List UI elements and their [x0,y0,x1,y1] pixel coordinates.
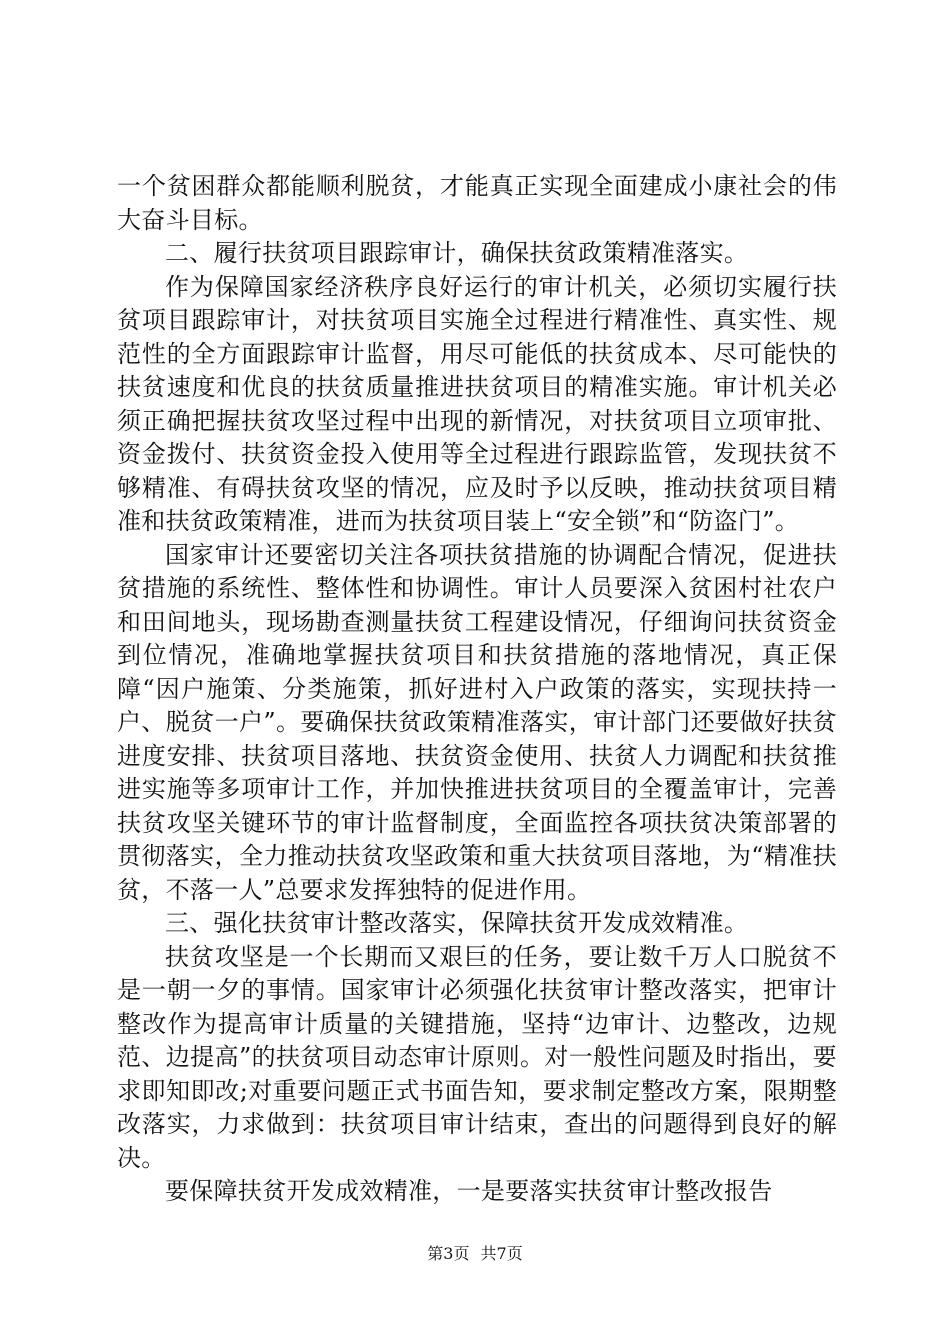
paragraph: 扶贫攻坚是一个长期而又艰巨的任务，要让数千万人口脱贫不是一朝一夕的事情。国家审计必须强化扶贫审计整改落实，把审计整改作为提高审计质量的关键措施，坚持“边审计、边整改，边规范、边提高”的扶贫项目动态审计原则。对一般性问题及时指出，要求即知即改;对重要问题正式书面告知，要求制定整改方案，限期整改落实，力求做到：扶贫项目审计结束，查出的问题得到良好的解决。 [117,942,837,1172]
page-number: 第3页 [427,1244,470,1263]
paragraph-continuation: 一个贫困群众都能顺利脱贫，才能真正实现全面建成小康社会的伟大奋斗目标。 [117,172,837,234]
paragraph: 国家审计还要密切关注各项扶贫措施的协调配合情况，促进扶贫措施的系统性、整体性和协调性。审计人员要深入贫困村社农户和田间地头，现场勘查测量扶贫工程建设情况，仔细询问扶贫资金到位情况，准确地掌握扶贫项目和扶贫措施的落地情况，真正保障“因户施策、分类施策，抓好进村入户政策的落实，实现扶持一户、脱贫一户”。要确保扶贫政策精准落实，审计部门还要做好扶贫进度安排、扶贫项目落地、扶贫资金使用、扶贫人力调配和扶贫推进实施等多项审计工作，并加快推进扶贫项目的全覆盖审计，完善扶贫攻坚关键环节的审计监督制度，全面监控各项扶贫决策部署的贯彻落实，全力推动扶贫攻坚政策和重大扶贫项目落地，为“精准扶贫，不落一人”总要求发挥独特的促进作用。 [117,540,837,904]
paragraph-truncated: 要保障扶贫开发成效精准，一是要落实扶贫审计整改报告 [165,1177,773,1205]
section-heading-3: 三、强化扶贫审计整改落实，保障扶贫开发成效精准。 [165,909,749,937]
page-footer [0,1244,950,1264]
section-heading-2: 二、履行扶贫项目跟踪审计，确保扶贫政策精准落实。 [165,239,749,267]
paragraph: 作为保障国家经济秩序良好运行的审计机关，必须切实履行扶贫项目跟踪审计，对扶贫项目实施全过程进行精准性、真实性、规范性的全方面跟踪审计监督，用尽可能低的扶贫成本、尽可能快的扶贫速度和优良的扶贫质量推进扶贫项目的精准实施。审计机关必须正确把握扶贫攻坚过程中出现的新情况，对扶贫项目立项审批、资金拨付、扶贫资金投入使用等全过程进行跟踪监管，发现扶贫不够精准、有碍扶贫攻坚的情况，应及时予以反映，推动扶贫项目精准和扶贫政策精准，进而为扶贫项目装上“安全锁”和“防盗门”。 [117,272,837,535]
page-total: 共7页 [480,1244,523,1263]
document-body [117,170,837,1209]
